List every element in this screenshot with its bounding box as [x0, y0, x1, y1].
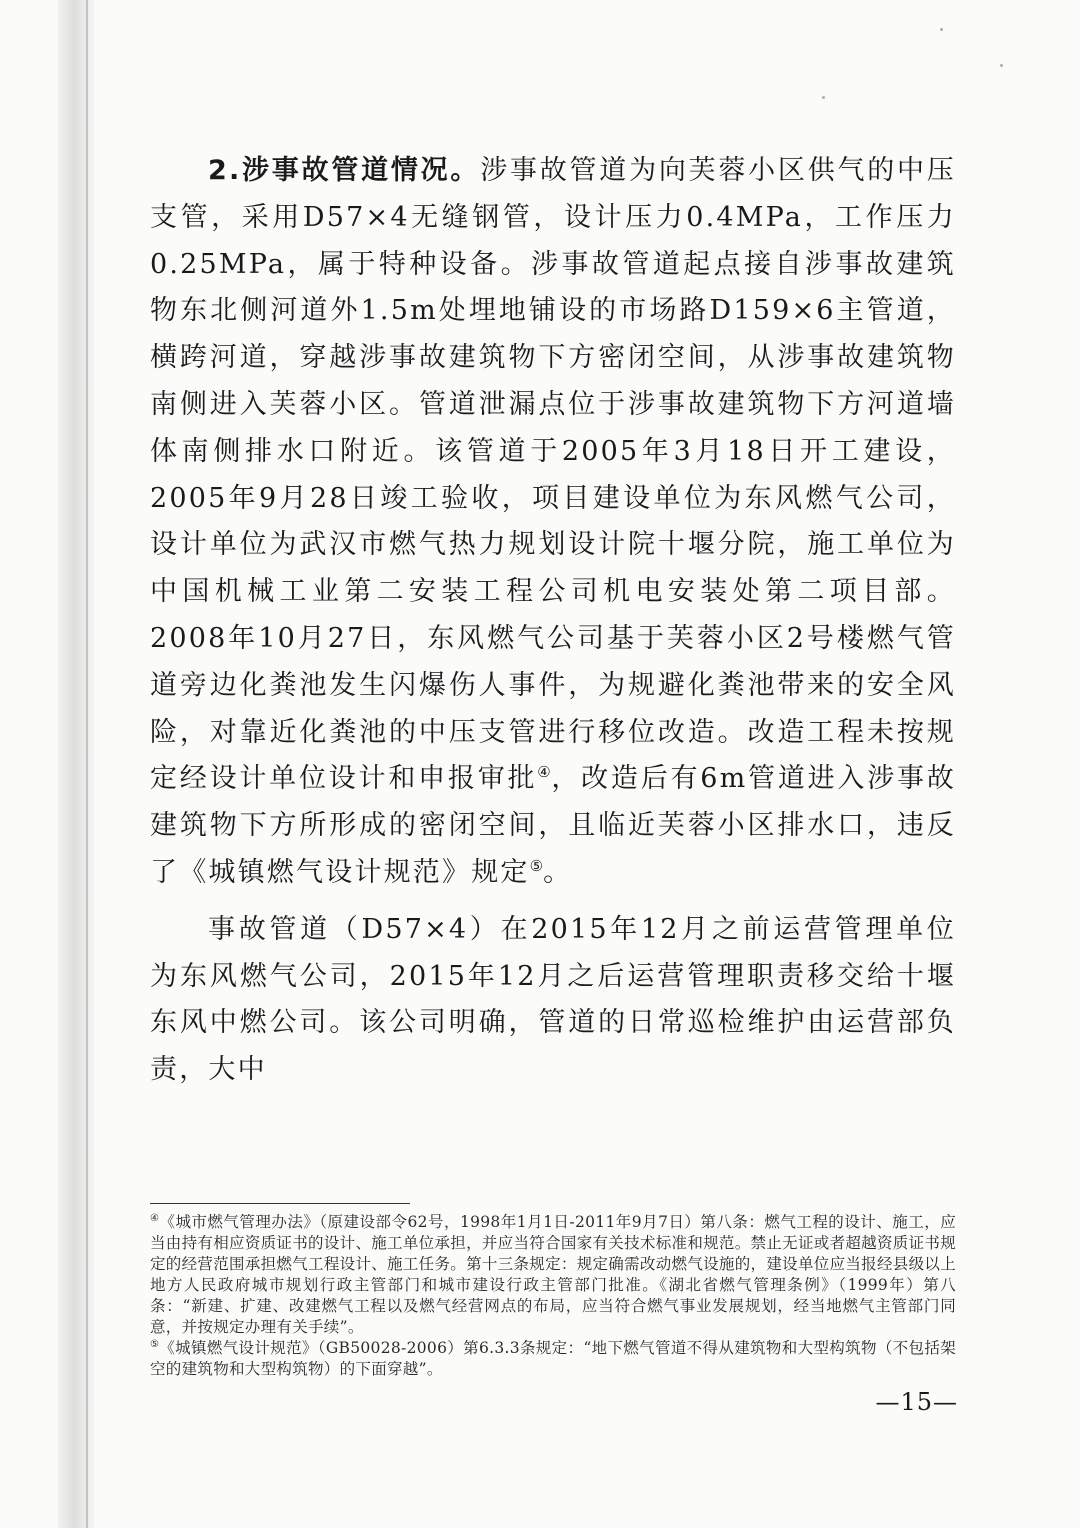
paragraph-text-continued: ，改造后有6m管道进入涉事故建筑物下方所形成的密闭空间，且临近芙蓉小区排水口，违反了《城镇燃气设计规范》规定: [150, 763, 956, 888]
paragraph-operation-management: [150, 907, 956, 1094]
scan-speck: [1000, 64, 1003, 67]
footnotes: [150, 1212, 956, 1380]
page-number: —15—: [875, 1388, 958, 1416]
scan-speck: [822, 96, 825, 99]
scan-shadow: [58, 0, 94, 1528]
footnote-5: [150, 1338, 956, 1380]
scan-edge-line: [86, 0, 88, 1528]
paragraph-text: 涉事故管道为向芙蓉小区供气的中压支管，采用D57×4无缝钢管，设计压力0.4MPa，工作压力0.25MPa，属于特种设备。涉事故管道起点接自涉事故建筑物东北侧河道外1.5m处埋地铺设的市场路D159×6主管道，横跨河道，穿越涉事故建筑物下方密闭空间，从涉事故建筑物南侧进入芙蓉小区。管道泄漏点位于涉事故建筑物下方河道墙体南侧排水口附近。该管道于2005年3月18日开工建设，2005年9月28日竣工验收，项目建设单位为东风燃气公司，设计单位为武汉市燃气热力规划设计院十堰分院，施工单位为中国机械工业第二安装工程公司机电安装处第二项目部。2008年10月27日，东风燃气公司基于芙蓉小区2号楼燃气管道旁边化粪池发生闪爆伤人事件，为规避化粪池带来的安全风险，对靠近化粪池的中压支管进行移位改造。改造工程未按规定经设计单位设计和申报审批: [150, 155, 956, 795]
paragraph-text: 事故管道（D57×4）在2015年12月之前运营管理单位为东风燃气公司，2015年12月之后运营管理职责移交给十堰东风中燃公司。该公司明确，管道的日常巡检维护由运营部负责，大中: [150, 913, 956, 1086]
footnote-mark: ⑤: [150, 1339, 160, 1350]
body-text: [150, 148, 956, 1094]
footnote-text: 《城市燃气管理办法》（原建设部令62号，1998年1月1日-2011年9月7日）第八条：燃气工程的设计、施工，应当由持有相应资质证书的设计、施工单位承担，并应当符合国家有关技术标准和规范。禁止无证或者超越资质证书规定的经营范围承担燃气工程设计、施工任务。第十三条规定：规定确需改动燃气设施的，建设单位应当报经县级以上地方人民政府城市规划行政主管部门和城市建设行政主管部门批准。《湖北省燃气管理条例》（1999年）第八条：“新建、扩建、改建燃气工程以及燃气经营网点的布局，应当符合燃气事业发展规划，经当地燃气主管部门同意，并按规定办理有关手续”。: [150, 1213, 956, 1336]
footnote-text: 《城镇燃气设计规范》（GB50028-2006）第6.3.3条规定：“地下燃气管道不得从建筑物和大型构筑物（不包括架空的建筑物和大型构筑物）的下面穿越”。: [150, 1339, 956, 1378]
section-heading: 2.涉事故管道情况。: [208, 155, 481, 186]
footnote-divider: [150, 1203, 410, 1204]
paragraph-pipeline-status: [150, 148, 956, 897]
footnote-ref-4: ④: [537, 763, 552, 782]
footnote-ref-5: ⑤: [529, 856, 544, 875]
footnote-mark: ④: [150, 1213, 160, 1224]
paragraph-text-end: 。: [543, 856, 573, 888]
scan-speck: [940, 28, 943, 31]
footnote-4: [150, 1212, 956, 1338]
